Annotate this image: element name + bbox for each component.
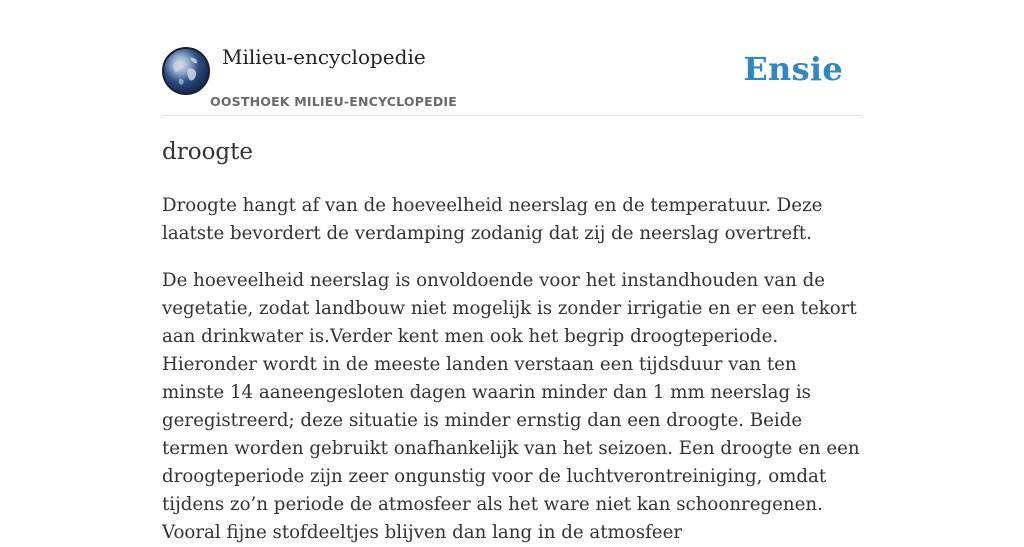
site-name-link[interactable]: Milieu-encyclopedie (222, 45, 426, 69)
article-paragraph-1: Droogte hangt af van de hoeveelheid neerslag en de temperatuur. Deze laatste bevordert de verdamping zodanig dat zij de neerslag overtreft. (162, 195, 823, 244)
earth-globe-icon[interactable] (162, 47, 210, 95)
site-header (162, 0, 862, 116)
site-subtitle: OOSTHOEK MILIEU-ENCYCLOPEDIE (210, 94, 457, 109)
article-title: droogte (162, 139, 253, 165)
page (162, 0, 862, 543)
article-paragraph-2: De hoeveelheid neerslag is onvoldoende voor het instandhouden van de vegetatie, zodat landbouw niet mogelijk is zonder irrigatie en er een tekort aan drinkwater is.Verder kent men ook het begrip droogteperiode. Hieronder wordt in de meeste landen verstaan een tijdsduur van ten minste 14 aaneengesloten dagen waarin minder dan 1 mm neerslag is geregistreerd; deze situatie is minder ernstig dan een droogte. Beide termen worden gebruikt onafhankelijk van het seizoen. Een droogte en een droogteperiode zijn zeer ongunstig voor de luchtverontreiniging, omdat tijdens zo’n periode de atmosfeer als het ware niet kan schoonregenen. Vooral fijne stofdeeltjes blijven dan lang in de atmosfeer (162, 270, 860, 543)
ensie-logo-link[interactable]: Ensie (743, 50, 843, 88)
